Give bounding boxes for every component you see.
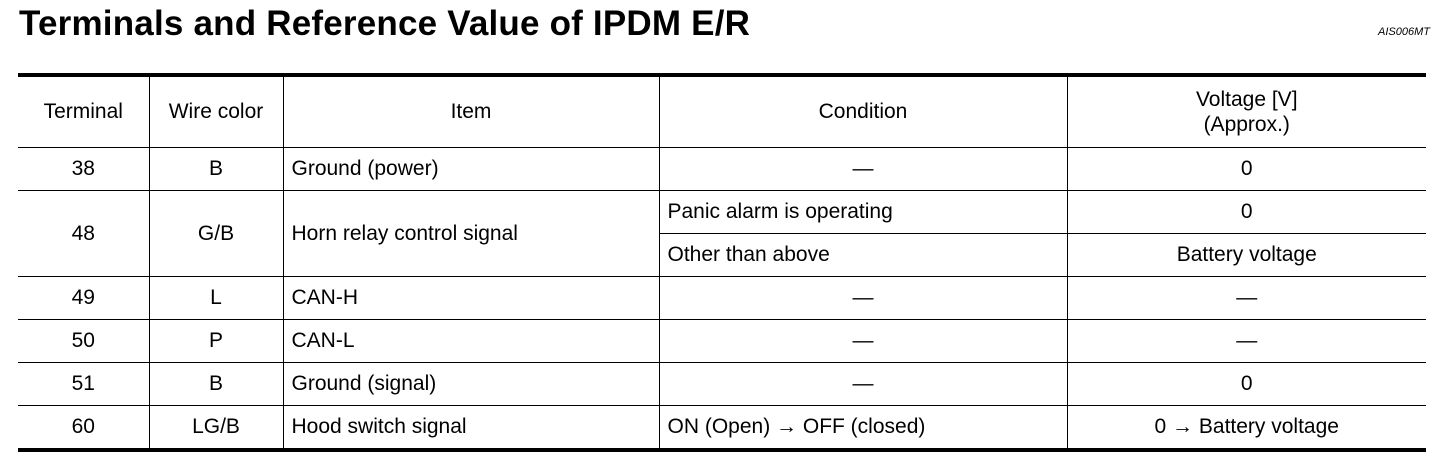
- cell-condition: —: [659, 148, 1067, 191]
- cell-item: Ground (power): [283, 148, 659, 191]
- cell-condition: ON (Open) → OFF (closed): [659, 406, 1067, 451]
- cell-terminal: 50: [18, 320, 149, 363]
- table-row: [18, 363, 1426, 406]
- cell-condition: —: [659, 363, 1067, 406]
- table-row: [18, 148, 1426, 191]
- cell-wire-color: B: [149, 363, 283, 406]
- table-row: [18, 320, 1426, 363]
- cell-condition: Other than above: [659, 234, 1067, 277]
- cell-item: Ground (signal): [283, 363, 659, 406]
- cell-voltage: Battery voltage: [1067, 234, 1426, 277]
- cell-wire-color: B: [149, 148, 283, 191]
- cell-voltage: —: [1067, 320, 1426, 363]
- cell-wire-color: P: [149, 320, 283, 363]
- cell-voltage: 0: [1067, 363, 1426, 406]
- cell-terminal: 51: [18, 363, 149, 406]
- cell-terminal: 49: [18, 277, 149, 320]
- header-item: Item: [283, 75, 659, 148]
- table-row: [18, 191, 1426, 234]
- header-condition: Condition: [659, 75, 1067, 148]
- page-title: Terminals and Reference Value of IPDM E/R: [19, 4, 751, 43]
- document-id: AIS006MT: [1378, 26, 1430, 38]
- header-voltage: [1067, 75, 1426, 148]
- cell-terminal: 38: [18, 148, 149, 191]
- table-header-row: [18, 75, 1426, 148]
- cell-voltage: 0: [1067, 148, 1426, 191]
- cell-voltage: 0 → Battery voltage: [1067, 406, 1426, 451]
- header-wire-color: Wire color: [149, 75, 283, 148]
- header-terminal: Terminal: [18, 75, 149, 148]
- cell-terminal: 48: [18, 191, 149, 277]
- cell-item: Horn relay control signal: [283, 191, 659, 277]
- table-row: [18, 406, 1426, 451]
- header-voltage-line2: (Approx.): [1203, 113, 1290, 136]
- cell-voltage: —: [1067, 277, 1426, 320]
- cell-wire-color: LG/B: [149, 406, 283, 451]
- cell-condition: —: [659, 320, 1067, 363]
- header-voltage-line1: Voltage [V]: [1195, 87, 1298, 111]
- cell-condition: Panic alarm is operating: [659, 191, 1067, 234]
- terminal-reference-table: [18, 73, 1426, 452]
- cell-item: CAN-H: [283, 277, 659, 320]
- cell-item: CAN-L: [283, 320, 659, 363]
- table-row: [18, 277, 1426, 320]
- cell-voltage: 0: [1067, 191, 1426, 234]
- cell-item: Hood switch signal: [283, 406, 659, 451]
- cell-terminal: 60: [18, 406, 149, 451]
- cell-wire-color: L: [149, 277, 283, 320]
- cell-wire-color: G/B: [149, 191, 283, 277]
- cell-condition: —: [659, 277, 1067, 320]
